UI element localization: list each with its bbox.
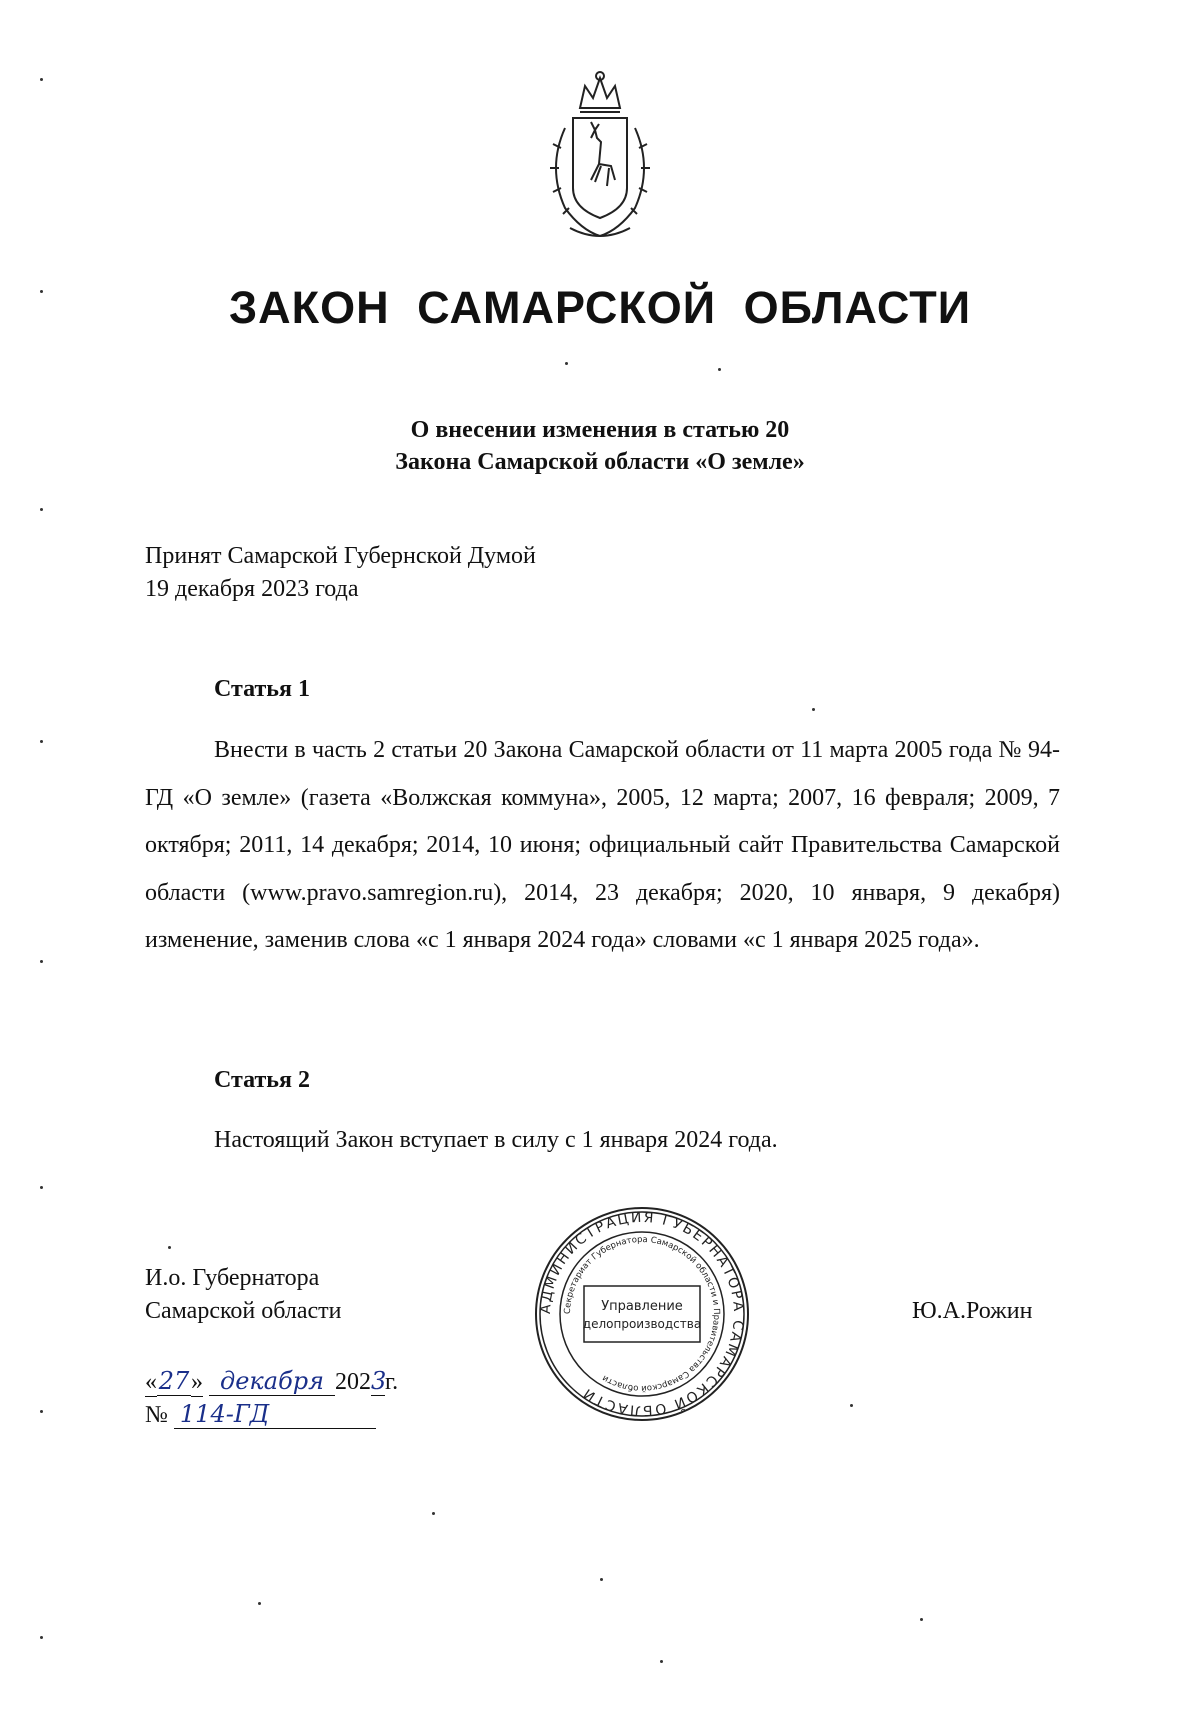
law-number (145, 1400, 376, 1429)
subtitle-line-2: Закона Самарской области «О земле» (395, 449, 805, 475)
adoption-line-1: Принят Самарской Губернской Думой (145, 543, 536, 569)
scan-speck (432, 1512, 435, 1515)
date-day: 27 (158, 1367, 190, 1395)
scan-speck (40, 960, 43, 963)
article-2-text: Настоящий Закон вступает в силу с 1 января 2024 года. (214, 1127, 778, 1153)
law-subtitle (0, 414, 1200, 478)
scan-speck (565, 362, 568, 365)
date-year-suffix: г. (385, 1369, 399, 1395)
signatory-name: Ю.А.Рожин (912, 1298, 1033, 1324)
subtitle-line-1: О внесении изменения в статью 20 (410, 417, 790, 443)
law-title: ЗАКОН САМАРСКОЙ ОБЛАСТИ (228, 282, 972, 333)
scan-speck (40, 290, 43, 293)
scan-speck (40, 1410, 43, 1413)
scan-speck (168, 1246, 171, 1249)
stamp-center-line-2: делопроизводства (582, 1317, 702, 1331)
position-line-2: Самарской области (145, 1298, 342, 1324)
official-stamp (532, 1204, 752, 1424)
position-line-1: И.о. Губернатора (145, 1265, 320, 1291)
date-month: декабря (209, 1367, 335, 1396)
scan-speck (660, 1660, 663, 1663)
signing-date (145, 1367, 398, 1397)
scan-speck (850, 1404, 853, 1407)
adoption-date: 19 декабря 2023 года (145, 576, 359, 602)
scan-speck (920, 1618, 923, 1621)
article-2-heading: Статья 2 (214, 1067, 310, 1093)
scan-speck (40, 1636, 43, 1639)
date-year-digit: 3 (371, 1367, 387, 1395)
date-open-quote: « (145, 1369, 157, 1395)
scan-speck (40, 508, 43, 511)
scan-speck (40, 740, 43, 743)
scan-speck (40, 1186, 43, 1189)
stamp-center-line-1: Управление (601, 1299, 683, 1314)
stamp-inner-text (563, 1235, 721, 1393)
scan-speck (812, 708, 815, 711)
scan-speck (718, 368, 721, 371)
stamp-inner-textpath: Секретариат Губернатора Самарской области и Правительства Самарской области (562, 1234, 722, 1394)
scan-speck (258, 1602, 261, 1605)
scan-speck (40, 78, 43, 81)
adoption-note (145, 540, 536, 606)
number-prefix: № (145, 1402, 168, 1428)
date-close-quote: » (191, 1369, 203, 1395)
stamp-outer-textpath: АДМИНИСТРАЦИЯ ГУБЕРНАТОРА САМАРСКОЙ ОБЛАСТИ (537, 1209, 747, 1419)
number-value: 114-ГД (174, 1400, 376, 1429)
scan-speck (600, 1578, 603, 1581)
article-1-heading: Статья 1 (214, 676, 310, 702)
article-1-text: Внести в часть 2 статьи 20 Закона Самарской области от 11 марта 2005 года № 94-ГД «О земле» (газета «Волжская коммуна», 2005, 12 марта; 2007, 16 февраля; 2009, 7 октября; 2011, 14 декабря; 2014, 10 июня; официальный сайт Правительства Самарской области (www.pravo.samregion.ru), 2014, 23 декабря; 2020, 10 января, 9 декабря) изменение, заменив слова «с 1 января 2024 года» словами «с 1 января 2025 года». (145, 737, 1060, 953)
date-year-prefix: 202 (335, 1369, 371, 1395)
signatory-position (145, 1262, 342, 1328)
coat-of-arms-icon (525, 68, 675, 246)
